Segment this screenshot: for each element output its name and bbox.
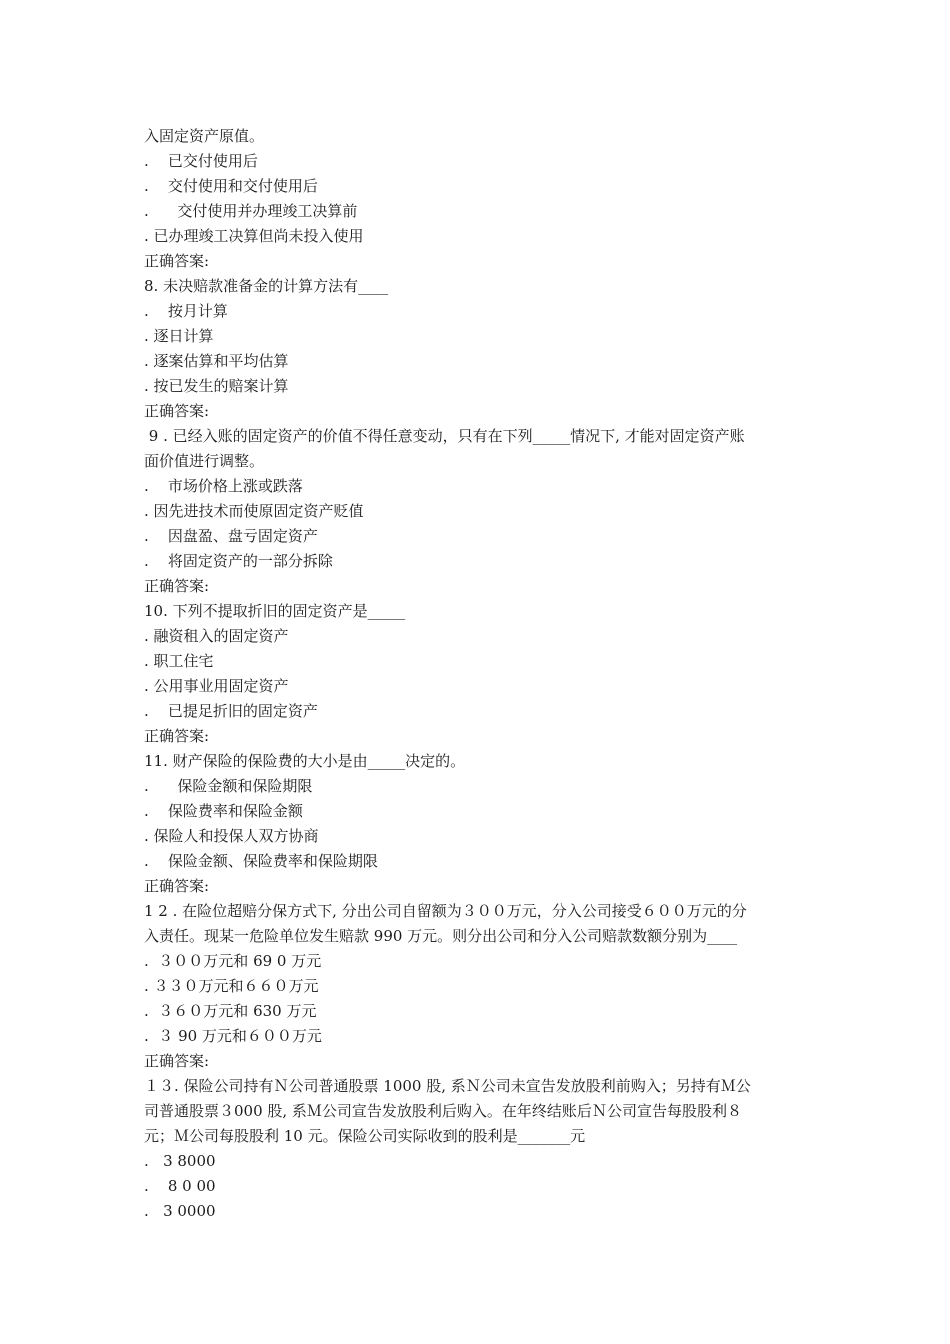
answer-label: 正确答案: — [144, 252, 210, 270]
question-line: 面价值进行调整。 — [144, 452, 265, 470]
option-line: . 将固定资产的一部分拆除 — [144, 552, 333, 570]
option-line: . ３００万元和 69 0 万元 — [144, 952, 322, 970]
option-line: . 3 0000 — [144, 1202, 216, 1220]
question-line: 入责任。现某一危险单位发生赔款 990 万元。则分出公司和分入公司赔款数额分别为____ — [144, 927, 738, 945]
option-line: . 融资租入的固定资产 — [144, 627, 289, 645]
option-line: . 保险人和投保人双方协商 — [144, 827, 319, 845]
option-line: . 逐案估算和平均估算 — [144, 352, 289, 370]
option-line: . 交付使用和交付使用后 — [144, 177, 318, 195]
option-line: . 因盘盈、盘亏固定资产 — [144, 527, 318, 545]
answer-label: 正确答案: — [144, 727, 210, 745]
option-line: . ３ 90 万元和６００万元 — [144, 1027, 322, 1045]
text-line: 入固定资产原值。 — [144, 127, 265, 145]
option-line: . 保险费率和保险金额 — [144, 802, 303, 820]
question-line: 司普通股票３000 股, 系Ｍ公司宣告发放股利后购入。在年终结账后Ｎ公司宣告每股股利８ — [144, 1102, 742, 1120]
question-line: 8. 未决赔款准备金的计算方法有____ — [144, 277, 389, 295]
option-line: . ３６０万元和 630 万元 — [144, 1002, 317, 1020]
option-line: . 保险金额、保险费率和保险期限 — [144, 852, 378, 870]
option-line: . ３３０万元和６６０万元 — [144, 977, 319, 995]
option-line: . 3 8000 — [144, 1152, 216, 1170]
option-line: . 8 0 00 — [144, 1177, 216, 1195]
option-line: . 交付使用并办理竣工决算前 — [144, 202, 358, 220]
option-line: . 市场价格上涨或跌落 — [144, 477, 303, 495]
answer-label: 正确答案: — [144, 877, 210, 895]
option-line: . 保险金额和保险期限 — [144, 777, 313, 795]
option-line: . 公用事业用固定资产 — [144, 677, 289, 695]
question-line: 10. 下列不提取折旧的固定资产是_____ — [144, 602, 406, 620]
option-line: . 职工住宅 — [144, 652, 214, 670]
option-line: . 按月计算 — [144, 302, 228, 320]
question-line: １３. 保险公司持有Ｎ公司普通股票 1000 股, 系Ｎ公司未宣告发放股利前购入；另持有Ｍ公 — [144, 1077, 751, 1095]
option-line: . 因先进技术而使原固定资产贬值 — [144, 502, 364, 520]
question-line: 11. 财产保险的保险费的大小是由_____决定的。 — [144, 752, 466, 770]
question-line: 1 2 . 在险位超赔分保方式下, 分出公司自留额为３００万元，分入公司接受６００万元的分 — [144, 902, 747, 920]
question-line: 元；Ｍ公司每股股利 10 元。保险公司实际收到的股利是_______元 — [144, 1127, 586, 1145]
answer-label: 正确答案: — [144, 1052, 210, 1070]
option-line: . 已交付使用后 — [144, 152, 258, 170]
option-line: . 逐日计算 — [144, 327, 214, 345]
option-line: . 已办理竣工决算但尚未投入使用 — [144, 227, 364, 245]
option-line: . 已提足折旧的固定资产 — [144, 702, 318, 720]
answer-label: 正确答案: — [144, 577, 210, 595]
option-line: . 按已发生的赔案计算 — [144, 377, 289, 395]
answer-label: 正确答案: — [144, 402, 210, 420]
question-line: 9 . 已经入账的固定资产的价值不得任意变动，只有在下列_____情况下, 才能对固定资产账 — [144, 427, 745, 445]
